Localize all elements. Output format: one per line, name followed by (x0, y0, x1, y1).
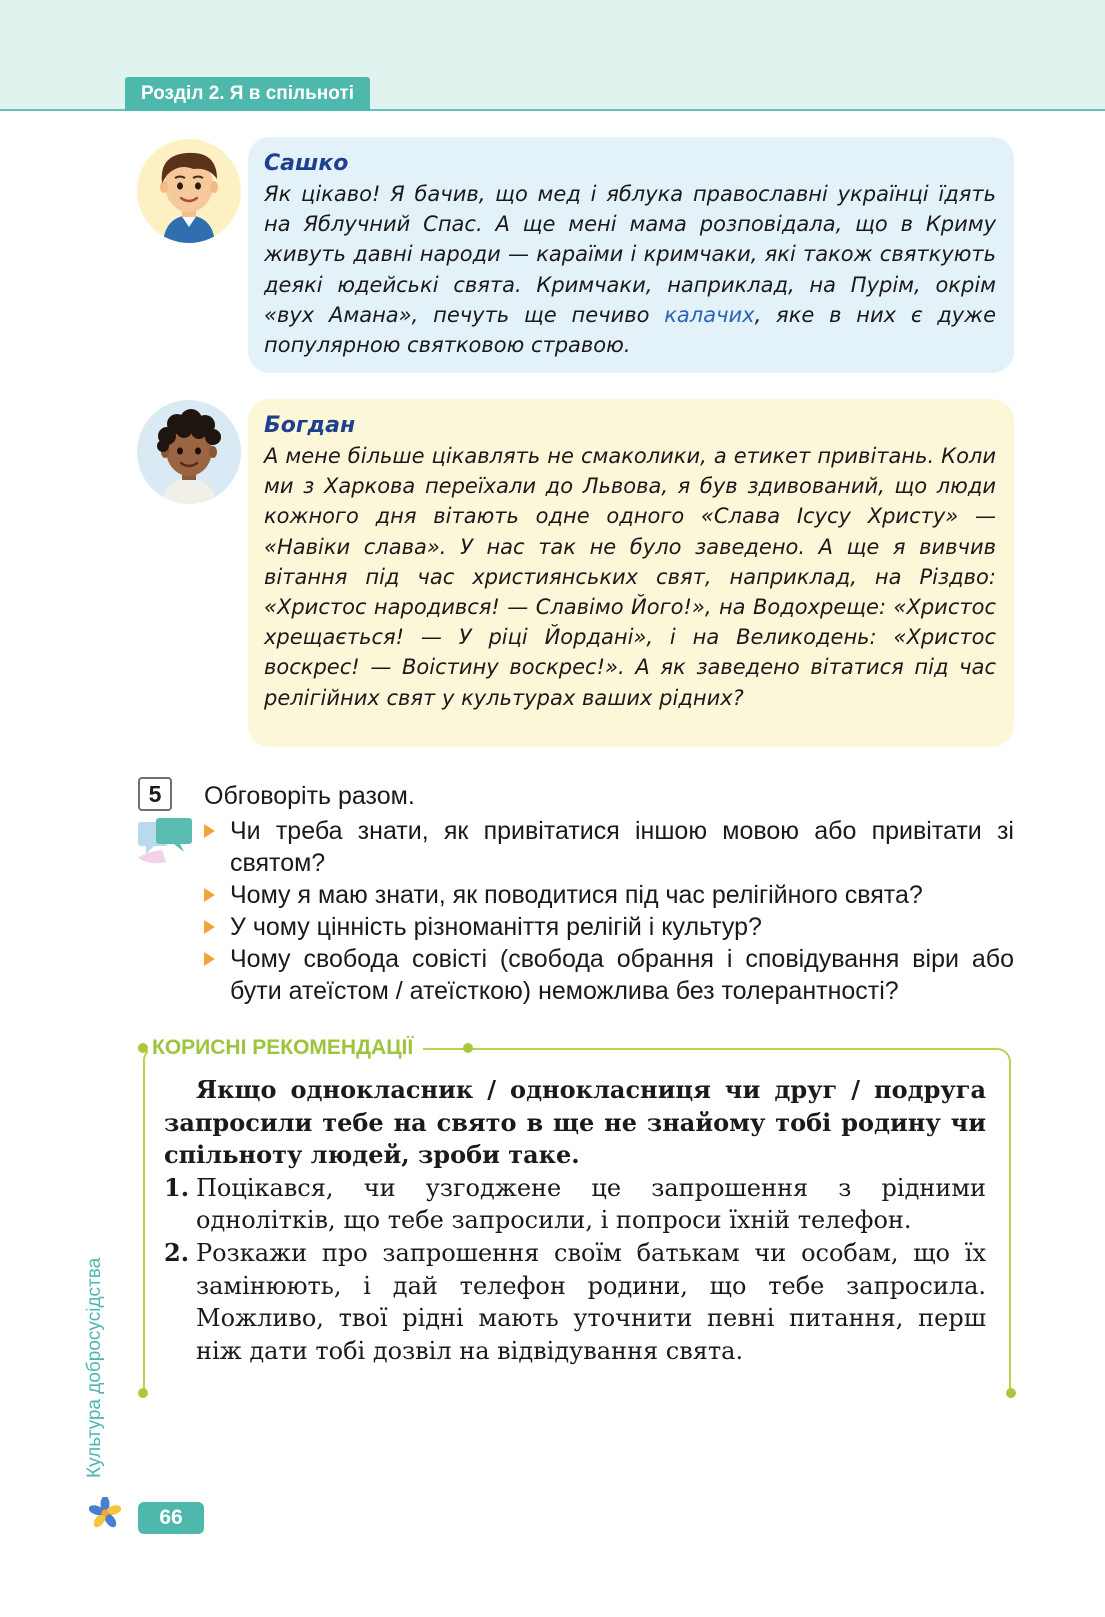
frame-dot (1006, 1388, 1016, 1398)
sashko-text-2: , яке в них є дуже популярною святковою стравою. (264, 302, 996, 358)
recommendations-intro: Якщо однокласник / однокласниця чи друг / подруга запросили тебе на свято в ще не знайому тобі родину чи спільноту людей, зроби таке. (164, 1075, 986, 1170)
bohdan-speech-bubble (248, 399, 1014, 747)
bullet-triangle-icon (204, 824, 215, 838)
sashko-speech-bubble (248, 137, 1014, 373)
question-item: У чому цінність різноманіття релігій і культур? (204, 911, 1014, 943)
page-number: 66 (138, 1502, 204, 1534)
bullet-triangle-icon (204, 952, 215, 966)
sashko-name: Сашко (264, 151, 349, 176)
recommendations-label: КОРИСНІ РЕКОМЕНДАЦІЇ (148, 1034, 423, 1062)
task-number: 5 (138, 777, 172, 811)
question-item: Чому я маю знати, як поводитися під час релігійного свята? (204, 879, 1014, 911)
frame-dot (463, 1043, 473, 1053)
task-title: Обговоріть разом. (204, 782, 415, 810)
recommendations-list (164, 1172, 986, 1368)
bullet-triangle-icon (204, 920, 215, 934)
sashko-text-1: Як цікаво! Я бачив, що мед і яблука православні українці їдять на Яблучний Спас. А ще мені мама розповідала, що в Криму живуть давні народи — караїми і кримчаки, які також святкують деякі юдейські свята. Кримчаки, наприклад, на Пурім, окрім «вух Амана», печуть ще печиво (264, 182, 996, 327)
kalachykh-term: калачих (664, 302, 755, 327)
sashko-avatar (137, 139, 241, 243)
section-tab: Розділ 2. Я в спільноті (125, 77, 370, 111)
frame-dot (138, 1043, 148, 1053)
discussion-questions (204, 815, 1014, 1007)
recommendation-item: 1. Поцікався, чи узгоджене це запрошення з рідними однолітків, що тебе запросили, і попроси їхній телефон. (164, 1172, 986, 1235)
bohdan-name: Богдан (264, 413, 356, 438)
discussion-icon (136, 818, 196, 870)
bohdan-text: А мене більше цікавлять не смаколики, а етикет привітань. Коли ми з Харкова переїхали до Львова, я був здивований, що люди кожного дня вітають одне одного «Слава Ісусу Христу» — «Навіки слава». У нас так не було заведено. А ще я вивчив вітання під час християнських свят, наприклад, на Різдво: «Христос народився! — Славімо Його!», на Водохреще: «Христос хрещається! — У ріці Йордані», і на Великодень: «Христос воскрес! — Воістину воскрес!». А як заведено вітатися під час релігійних свят у культурах ваших рідних? (264, 444, 996, 710)
recommendations-body (164, 1074, 986, 1367)
question-item: Чому свобода совісті (свобода обрання і сповідування віри або бути атеїстом / атеїсткою) неможлива без толерантності? (204, 943, 1014, 1007)
bohdan-avatar (137, 400, 241, 504)
recommendation-item: 2. Розкажи про запрошення своїм батькам чи особам, що їх замінюють, і дай телефон родини, що тебе запросила. Можливо, твої рідні мають уточнити певні питання, перш ніж дати тобі дозвіл на відвідування свята. (164, 1237, 986, 1365)
flower-icon (89, 1497, 121, 1529)
question-item: Чи треба знати, як привітатися іншою мовою або привітати зі святом? (204, 815, 1014, 879)
bullet-triangle-icon (204, 888, 215, 902)
side-chapter-label: Культура добросусідства (84, 1257, 105, 1478)
frame-dot (138, 1388, 148, 1398)
